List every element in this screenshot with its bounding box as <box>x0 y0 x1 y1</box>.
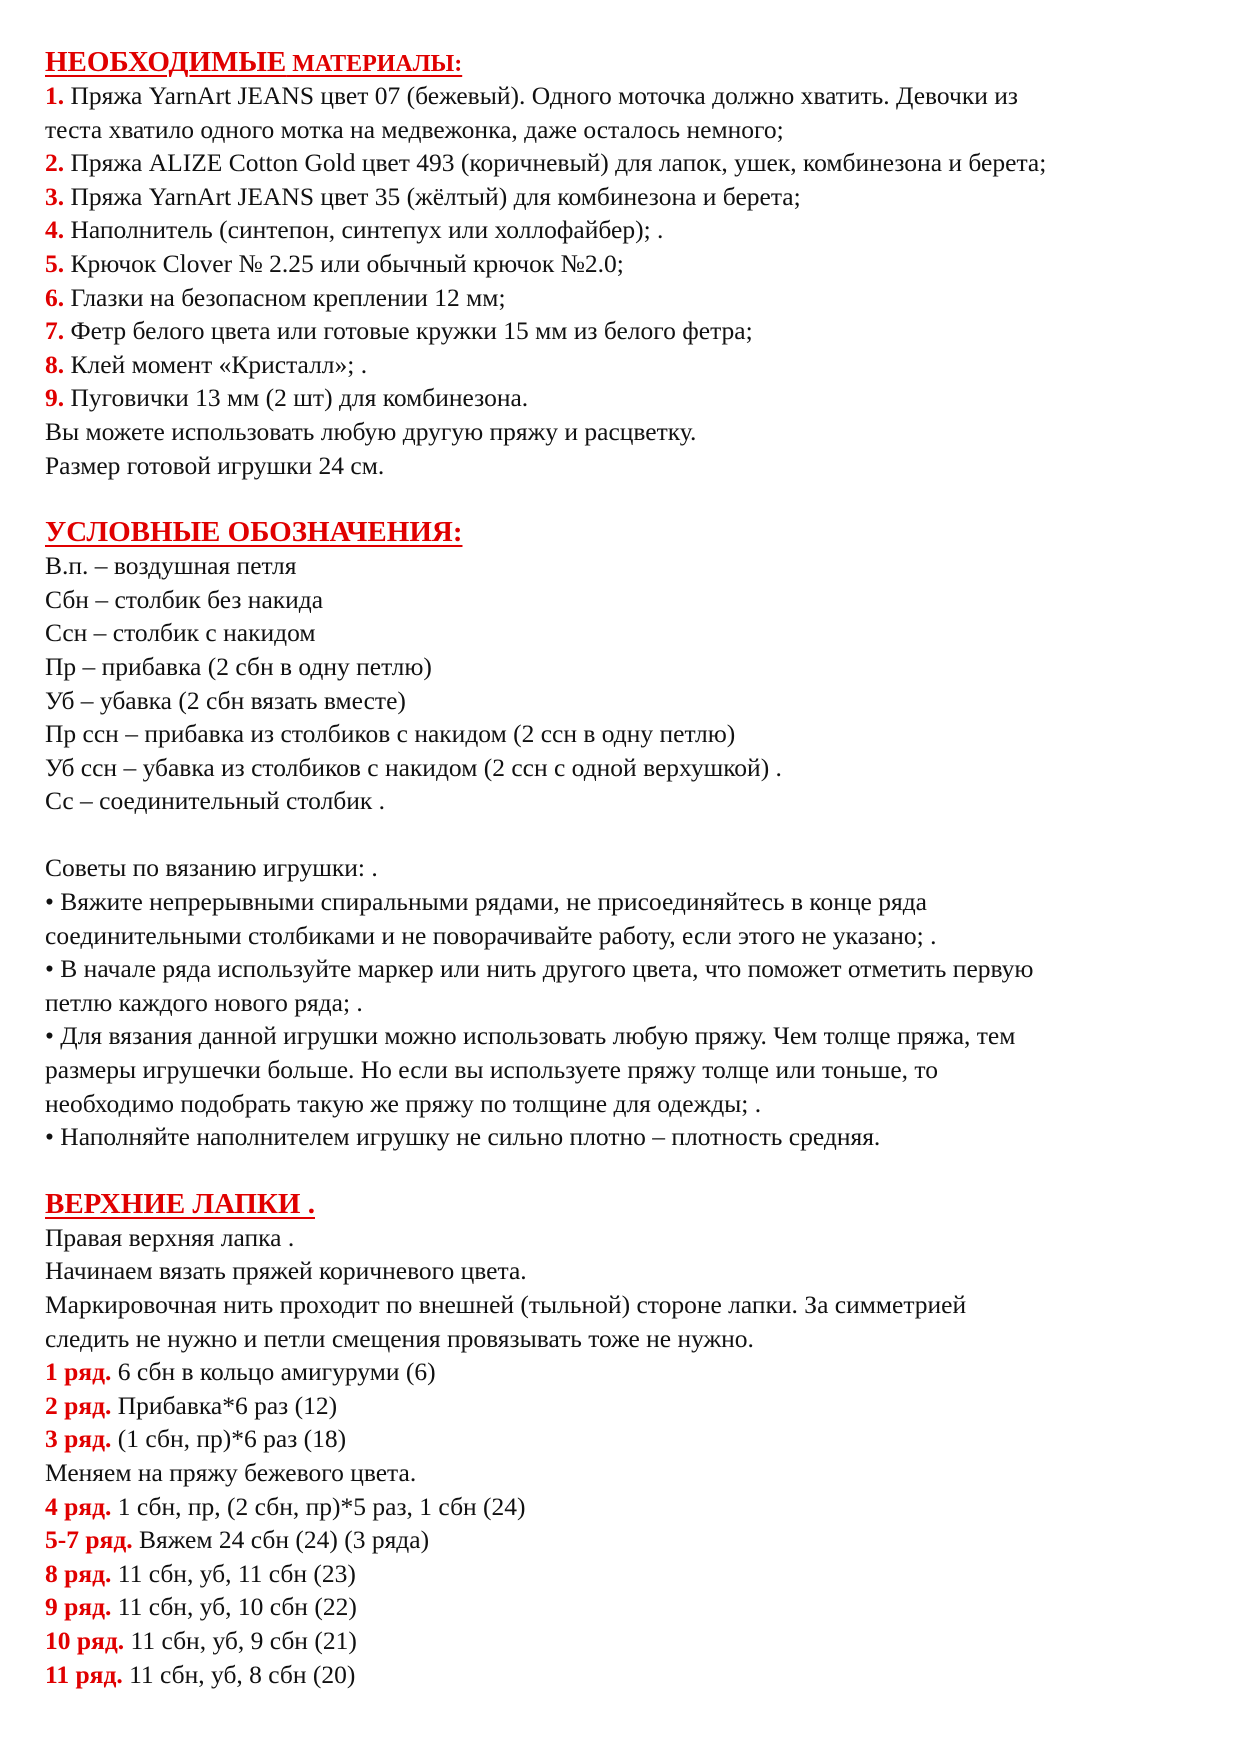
materials-item <box>45 213 1215 247</box>
materials-item <box>45 113 1215 147</box>
item-text: Фетр белого цвета или готовые кружки 15 мм из белого фетра; <box>64 316 753 346</box>
paws-intro-line: Начинаем вязать пряжей коричневого цвета. <box>45 1256 527 1286</box>
row-text: 11 сбн, уб, 8 сбн (20) <box>122 1659 356 1689</box>
row-label: 5-7 ряд. <box>45 1525 133 1555</box>
row-text: Меняем на пряжу бежевого цвета. <box>45 1457 417 1487</box>
item-number: 3. <box>45 181 65 211</box>
materials-item <box>45 314 1215 348</box>
row-label: 10 ряд. <box>45 1625 125 1655</box>
paws-intro-line: Правая верхняя лапка . <box>45 1222 295 1252</box>
row-label: 2 ряд. <box>45 1390 112 1420</box>
legend-item: Сбн – столбик без накида <box>45 584 324 614</box>
row-text: 1 сбн, пр, (2 сбн, пр)*5 раз, 1 сбн (24) <box>111 1491 526 1521</box>
row-instruction <box>45 1389 1215 1423</box>
item-number: 8. <box>45 349 65 379</box>
row-instruction <box>45 1658 1215 1692</box>
item-number: 9. <box>45 383 65 413</box>
item-text: Крючок Clover № 2.25 или обычный крючок №2.0; <box>64 248 624 278</box>
item-text: Пряжа ALIZE Cotton Gold цвет 493 (коричневый) для лапок, ушек, комбинезона и берета; <box>64 148 1047 178</box>
item-text: Пряжа YarnArt JEANS цвет 07 (бежевый). Одного моточка должно хватить. Девочки из <box>64 81 1018 110</box>
tips-title: Советы по вязанию игрушки: . <box>45 853 378 883</box>
legend-item: Уб ссн – убавка из столбиков с накидом (2 ссн с одной верхушкой) . <box>45 752 782 782</box>
item-text: Клей момент «Кристалл»; . <box>64 349 368 379</box>
item-number: 7. <box>45 316 65 346</box>
row-text: 6 сбн в кольцо амигуруми (6) <box>111 1357 436 1387</box>
paws-heading: ВЕРХНИЕ ЛАПКИ . <box>45 1187 315 1220</box>
materials-item <box>45 247 1215 281</box>
row-instruction <box>45 1490 1215 1524</box>
tips-line: • Наполняйте наполнителем игрушку не сильно плотно – плотность средняя. <box>45 1122 881 1152</box>
paws-rows <box>45 1355 1215 1691</box>
row-text: (1 сбн, пр)*6 раз (18) <box>111 1424 347 1454</box>
legend-item: Ссн – столбик с накидом <box>45 618 316 648</box>
tips-line: • Для вязания данной игрушки можно использовать любую пряжу. Чем толще пряжа, тем <box>45 1021 1016 1051</box>
materials-item <box>45 281 1215 315</box>
tips-line: • Вяжите непрерывными спиральными рядами, не присоединяйтесь в конце ряда <box>45 887 928 917</box>
tips-line: • В начале ряда используйте маркер или нить другого цвета, что поможет отметить первую <box>45 954 1034 984</box>
legend-list <box>45 549 1215 818</box>
row-instruction <box>45 1523 1215 1557</box>
legend-item: Уб – убавка (2 сбн вязать вместе) <box>45 685 406 715</box>
row-instruction <box>45 1456 1215 1490</box>
item-text: Пряжа YarnArt JEANS цвет 35 (жёлтый) для комбинезона и берета; <box>64 181 801 211</box>
materials-item <box>45 381 1215 415</box>
legend-item: Пр ссн – прибавка из столбиков с накидом (2 ссн в одну петлю) <box>45 719 736 749</box>
row-instruction <box>45 1590 1215 1624</box>
row-instruction <box>45 1557 1215 1591</box>
row-label: 11 ряд. <box>45 1659 123 1689</box>
tips-line: размеры игрушечки больше. Но если вы используете пряжу толще или тоньше, то <box>45 1055 938 1085</box>
materials-list <box>45 79 1215 482</box>
row-instruction <box>45 1624 1215 1658</box>
materials-item <box>45 180 1215 214</box>
row-label: 3 ряд. <box>45 1424 112 1454</box>
row-text: 11 сбн, уб, 11 сбн (23) <box>111 1558 356 1588</box>
item-number: 5. <box>45 248 65 278</box>
row-label: 9 ряд. <box>45 1592 112 1622</box>
row-text: 11 сбн, уб, 9 сбн (21) <box>124 1625 357 1655</box>
item-number: 2. <box>45 148 65 178</box>
item-text: Глазки на безопасном креплении 12 мм; <box>64 282 506 312</box>
materials-note: Размер готовой игрушки 24 см. <box>45 450 385 480</box>
tips-section <box>45 851 1215 1153</box>
materials-item <box>45 79 1215 113</box>
row-label: 8 ряд. <box>45 1558 112 1588</box>
paws-intro <box>45 1221 1215 1355</box>
row-text: Вяжем 24 сбн (24) (3 ряда) <box>132 1525 430 1555</box>
paws-intro-line: Маркировочная нить проходит по внешней (тыльной) стороне лапки. За симметрией <box>45 1290 967 1319</box>
materials-heading <box>45 45 1215 79</box>
row-instruction <box>45 1355 1215 1389</box>
materials-heading-rest: МАТЕРИАЛЫ: <box>286 51 463 77</box>
item-number: 4. <box>45 215 65 245</box>
row-label: 4 ряд. <box>45 1491 112 1521</box>
row-instruction <box>45 1422 1215 1456</box>
materials-item <box>45 146 1215 180</box>
materials-heading-main: НЕОБХОДИМЫЕ <box>45 46 287 78</box>
tips-line: соединительными столбиками и не поворачивайте работу, если этого не указано; . <box>45 920 937 950</box>
item-text: Пуговички 13 мм (2 шт) для комбинезона. <box>64 383 529 413</box>
item-number: 1. <box>45 81 65 110</box>
tips-line: петлю каждого нового ряда; . <box>45 987 363 1017</box>
document-page <box>45 45 1215 1691</box>
item-text: Наполнитель (синтепон, синтепух или холлофайбер); . <box>64 215 664 245</box>
tips-line: необходимо подобрать такую же пряжу по толщине для одежды; . <box>45 1088 762 1118</box>
item-text: теста хватило одного мотка на медвежонка, даже осталось немного; <box>45 114 784 144</box>
row-text: 11 сбн, уб, 10 сбн (22) <box>111 1592 357 1622</box>
legend-heading: УСЛОВНЫЕ ОБОЗНАЧЕНИЯ: <box>45 516 463 549</box>
legend-item: Пр – прибавка (2 сбн в одну петлю) <box>45 651 432 681</box>
row-label: 1 ряд. <box>45 1357 112 1387</box>
legend-item: Сс – соединительный столбик . <box>45 786 386 816</box>
paws-intro-line: следить не нужно и петли смещения провязывать тоже не нужно. <box>45 1323 754 1353</box>
row-text: Прибавка*6 раз (12) <box>111 1390 338 1420</box>
materials-note: Вы можете использовать любую другую пряжу и расцветку. <box>45 416 697 446</box>
legend-item: В.п. – воздушная петля <box>45 551 297 581</box>
item-number: 6. <box>45 282 65 312</box>
materials-item <box>45 348 1215 382</box>
